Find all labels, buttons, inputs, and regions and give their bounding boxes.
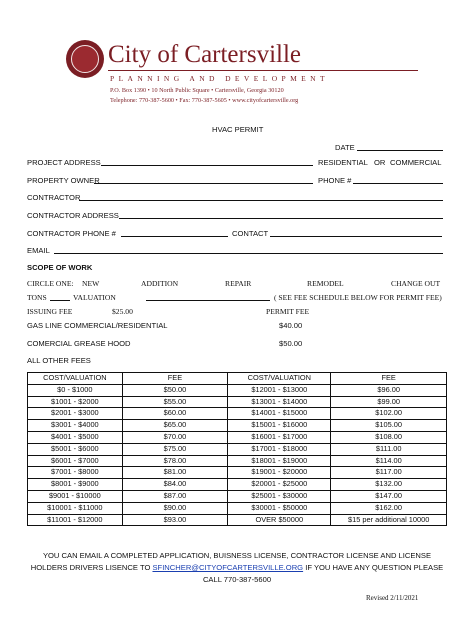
fee-table-body [28,384,447,526]
fee-cell: $87.00 [122,490,228,502]
option-remodel[interactable]: REMODEL [307,279,344,288]
column-header-cost-valuation: COST/VALUATION [228,373,331,385]
fee-cell: $55.00 [122,396,228,408]
residential-option[interactable]: RESIDENTIAL [318,158,368,167]
option-change-out[interactable]: CHANGE OUT [391,279,441,288]
form-title: HVAC PERMIT [212,125,264,134]
cost-valuation-cell: $30001 - $50000 [228,502,331,514]
contractor-field[interactable] [79,200,443,201]
contact-label: CONTACT [232,229,269,238]
project-address-label: PROJECT ADDRESS [27,158,101,167]
valuation-label: VALUATION [73,293,116,302]
contractor-phone-field[interactable] [121,236,228,237]
cost-valuation-cell: $17001 - $18000 [228,443,331,455]
cost-valuation-cell: $11001 - $12000 [28,514,123,526]
cost-valuation-cell: $16001 - $17000 [228,431,331,443]
fee-cell: $96.00 [331,384,447,396]
footer-line-2-prefix: HOLDERS DRIVERS LISENCE TO [30,563,151,572]
table-row [28,443,447,455]
cost-valuation-cell: $1001 - $2000 [28,396,123,408]
cost-valuation-cell: $25001 - $30000 [228,490,331,502]
city-name: City of Cartersville [108,41,302,68]
column-header-fee: FEE [331,373,447,385]
table-row [28,479,447,491]
cost-valuation-cell: OVER $50000 [228,514,331,526]
property-owner-field[interactable] [94,183,313,184]
city-address: P.O. Box 1390 • 10 North Public Square • Cartersville, Georgia 30120 [110,87,284,94]
option-repair[interactable]: REPAIR [225,279,252,288]
fee-cell: $162.00 [331,502,447,514]
table-row [28,467,447,479]
table-row [28,431,447,443]
fee-cell: $15 per additional 10000 [331,514,447,526]
or-label: OR [374,158,386,167]
cost-valuation-cell: $6001 - $7000 [28,455,123,467]
cost-valuation-cell: $12001 - $13000 [228,384,331,396]
table-row [28,408,447,420]
issuing-fee-label: ISSUING FEE [27,307,73,316]
email-field[interactable] [54,253,443,254]
cost-valuation-cell: $8001 - $9000 [28,479,123,491]
date-label: DATE [335,143,355,152]
option-addition[interactable]: ADDITION [141,279,179,288]
fee-cell: $84.00 [122,479,228,491]
contractor-address-field[interactable] [119,218,443,219]
cost-valuation-cell: $10001 - $11000 [28,502,123,514]
fee-cell: $102.00 [331,408,447,420]
issuing-fee-value: $25.00 [112,307,133,316]
fee-schedule-table [27,372,447,526]
fee-cell: $65.00 [122,420,228,432]
valuation-field[interactable] [146,300,270,301]
fee-cell: $75.00 [122,443,228,455]
cost-valuation-cell: $13001 - $14000 [228,396,331,408]
footer-line-1: YOU CAN EMAIL A COMPLETED APPLICATION, BUISNESS LICENSE, CONTRACTOR LICENSE AND LICENSE [42,551,432,560]
fee-cell: $99.00 [331,396,447,408]
fee-cell: $147.00 [331,490,447,502]
cost-valuation-cell: $0 - $1000 [28,384,123,396]
table-row [28,384,447,396]
fee-cell: $90.00 [122,502,228,514]
permit-fee-label: PERMIT FEE [266,307,310,316]
phone-field[interactable] [353,183,443,184]
cost-valuation-cell: $2001 - $3000 [28,408,123,420]
table-row [28,490,447,502]
all-other-fees-label: ALL OTHER FEES [27,356,91,365]
fee-cell: $105.00 [331,420,447,432]
tons-field[interactable] [50,300,70,301]
fee-cell: $50.00 [122,384,228,396]
table-row [28,420,447,432]
email-label: EMAIL [27,246,50,255]
footer-line-2-suffix: IF YOU HAVE ANY QUESTION PLEASE [305,563,444,572]
contact-email-link[interactable]: SFINCHER@CITYOFCARTERSVILLE.ORG [152,563,304,572]
fee-cell: $81.00 [122,467,228,479]
circle-one-label: CIRCLE ONE: [27,279,74,288]
fee-cell: $132.00 [331,479,447,491]
fee-cell: $60.00 [122,408,228,420]
grease-hood-label: COMERCIAL GREASE HOOD [27,339,131,348]
gas-line-fee: $40.00 [279,321,303,330]
contractor-label: CONTRACTOR [27,193,81,202]
table-row [28,514,447,526]
fee-cell: $70.00 [122,431,228,443]
revised-date: Revised 2/11/2021 [366,594,419,602]
table-row [28,396,447,408]
cost-valuation-cell: $7001 - $8000 [28,467,123,479]
column-header-fee: FEE [122,373,228,385]
contact-field[interactable] [270,236,442,237]
cost-valuation-cell: $18001 - $19000 [228,455,331,467]
fee-cell: $114.00 [331,455,447,467]
cost-valuation-cell: $3001 - $4000 [28,420,123,432]
gas-line-label: GAS LINE COMMERCIAL/RESIDENTIAL [27,321,168,330]
fee-cell: $117.00 [331,467,447,479]
cost-valuation-cell: $20001 - $25000 [228,479,331,491]
city-contact: Telephone: 770-387-5600 • Fax: 770-387-5605 • www.cityofcartersville.org [110,97,299,104]
cost-valuation-cell: $19001 - $20000 [228,467,331,479]
city-seal-logo [66,40,104,78]
fee-cell: $111.00 [331,443,447,455]
property-owner-label: PROPERTY OWNER [27,176,100,185]
date-field[interactable] [357,150,443,151]
phone-label: PHONE # [318,176,352,185]
cost-valuation-cell: $9001 - $10000 [28,490,123,502]
grease-hood-fee: $50.00 [279,339,303,348]
fee-schedule-note: ( SEE FEE SCHEDULE BELOW FOR PERMIT FEE) [274,293,442,302]
fee-cell: $78.00 [122,455,228,467]
table-row [28,502,447,514]
cost-valuation-cell: $5001 - $6000 [28,443,123,455]
contractor-phone-label: CONTRACTOR PHONE # [27,229,116,238]
cost-valuation-cell: $14001 - $15000 [228,408,331,420]
footer-line-2 [20,563,454,572]
commercial-option[interactable]: COMMERCIAL [390,158,442,167]
cost-valuation-cell: $4001 - $5000 [28,431,123,443]
department-name: PLANNING AND DEVELOPMENT [110,74,329,83]
column-header-cost-valuation: COST/VALUATION [28,373,123,385]
fee-table-header-row [28,373,447,385]
table-row [28,455,447,467]
footer-line-3: CALL 770-387-5600 [202,575,272,584]
fee-cell: $108.00 [331,431,447,443]
fee-cell: $93.00 [122,514,228,526]
project-address-field[interactable] [101,165,313,166]
contractor-address-label: CONTRACTOR ADDRESS [27,211,119,220]
tons-label: TONS [27,293,47,302]
header-divider [108,70,418,71]
cost-valuation-cell: $15001 - $16000 [228,420,331,432]
option-new[interactable]: NEW [82,279,100,288]
scope-heading: SCOPE OF WORK [27,263,93,272]
